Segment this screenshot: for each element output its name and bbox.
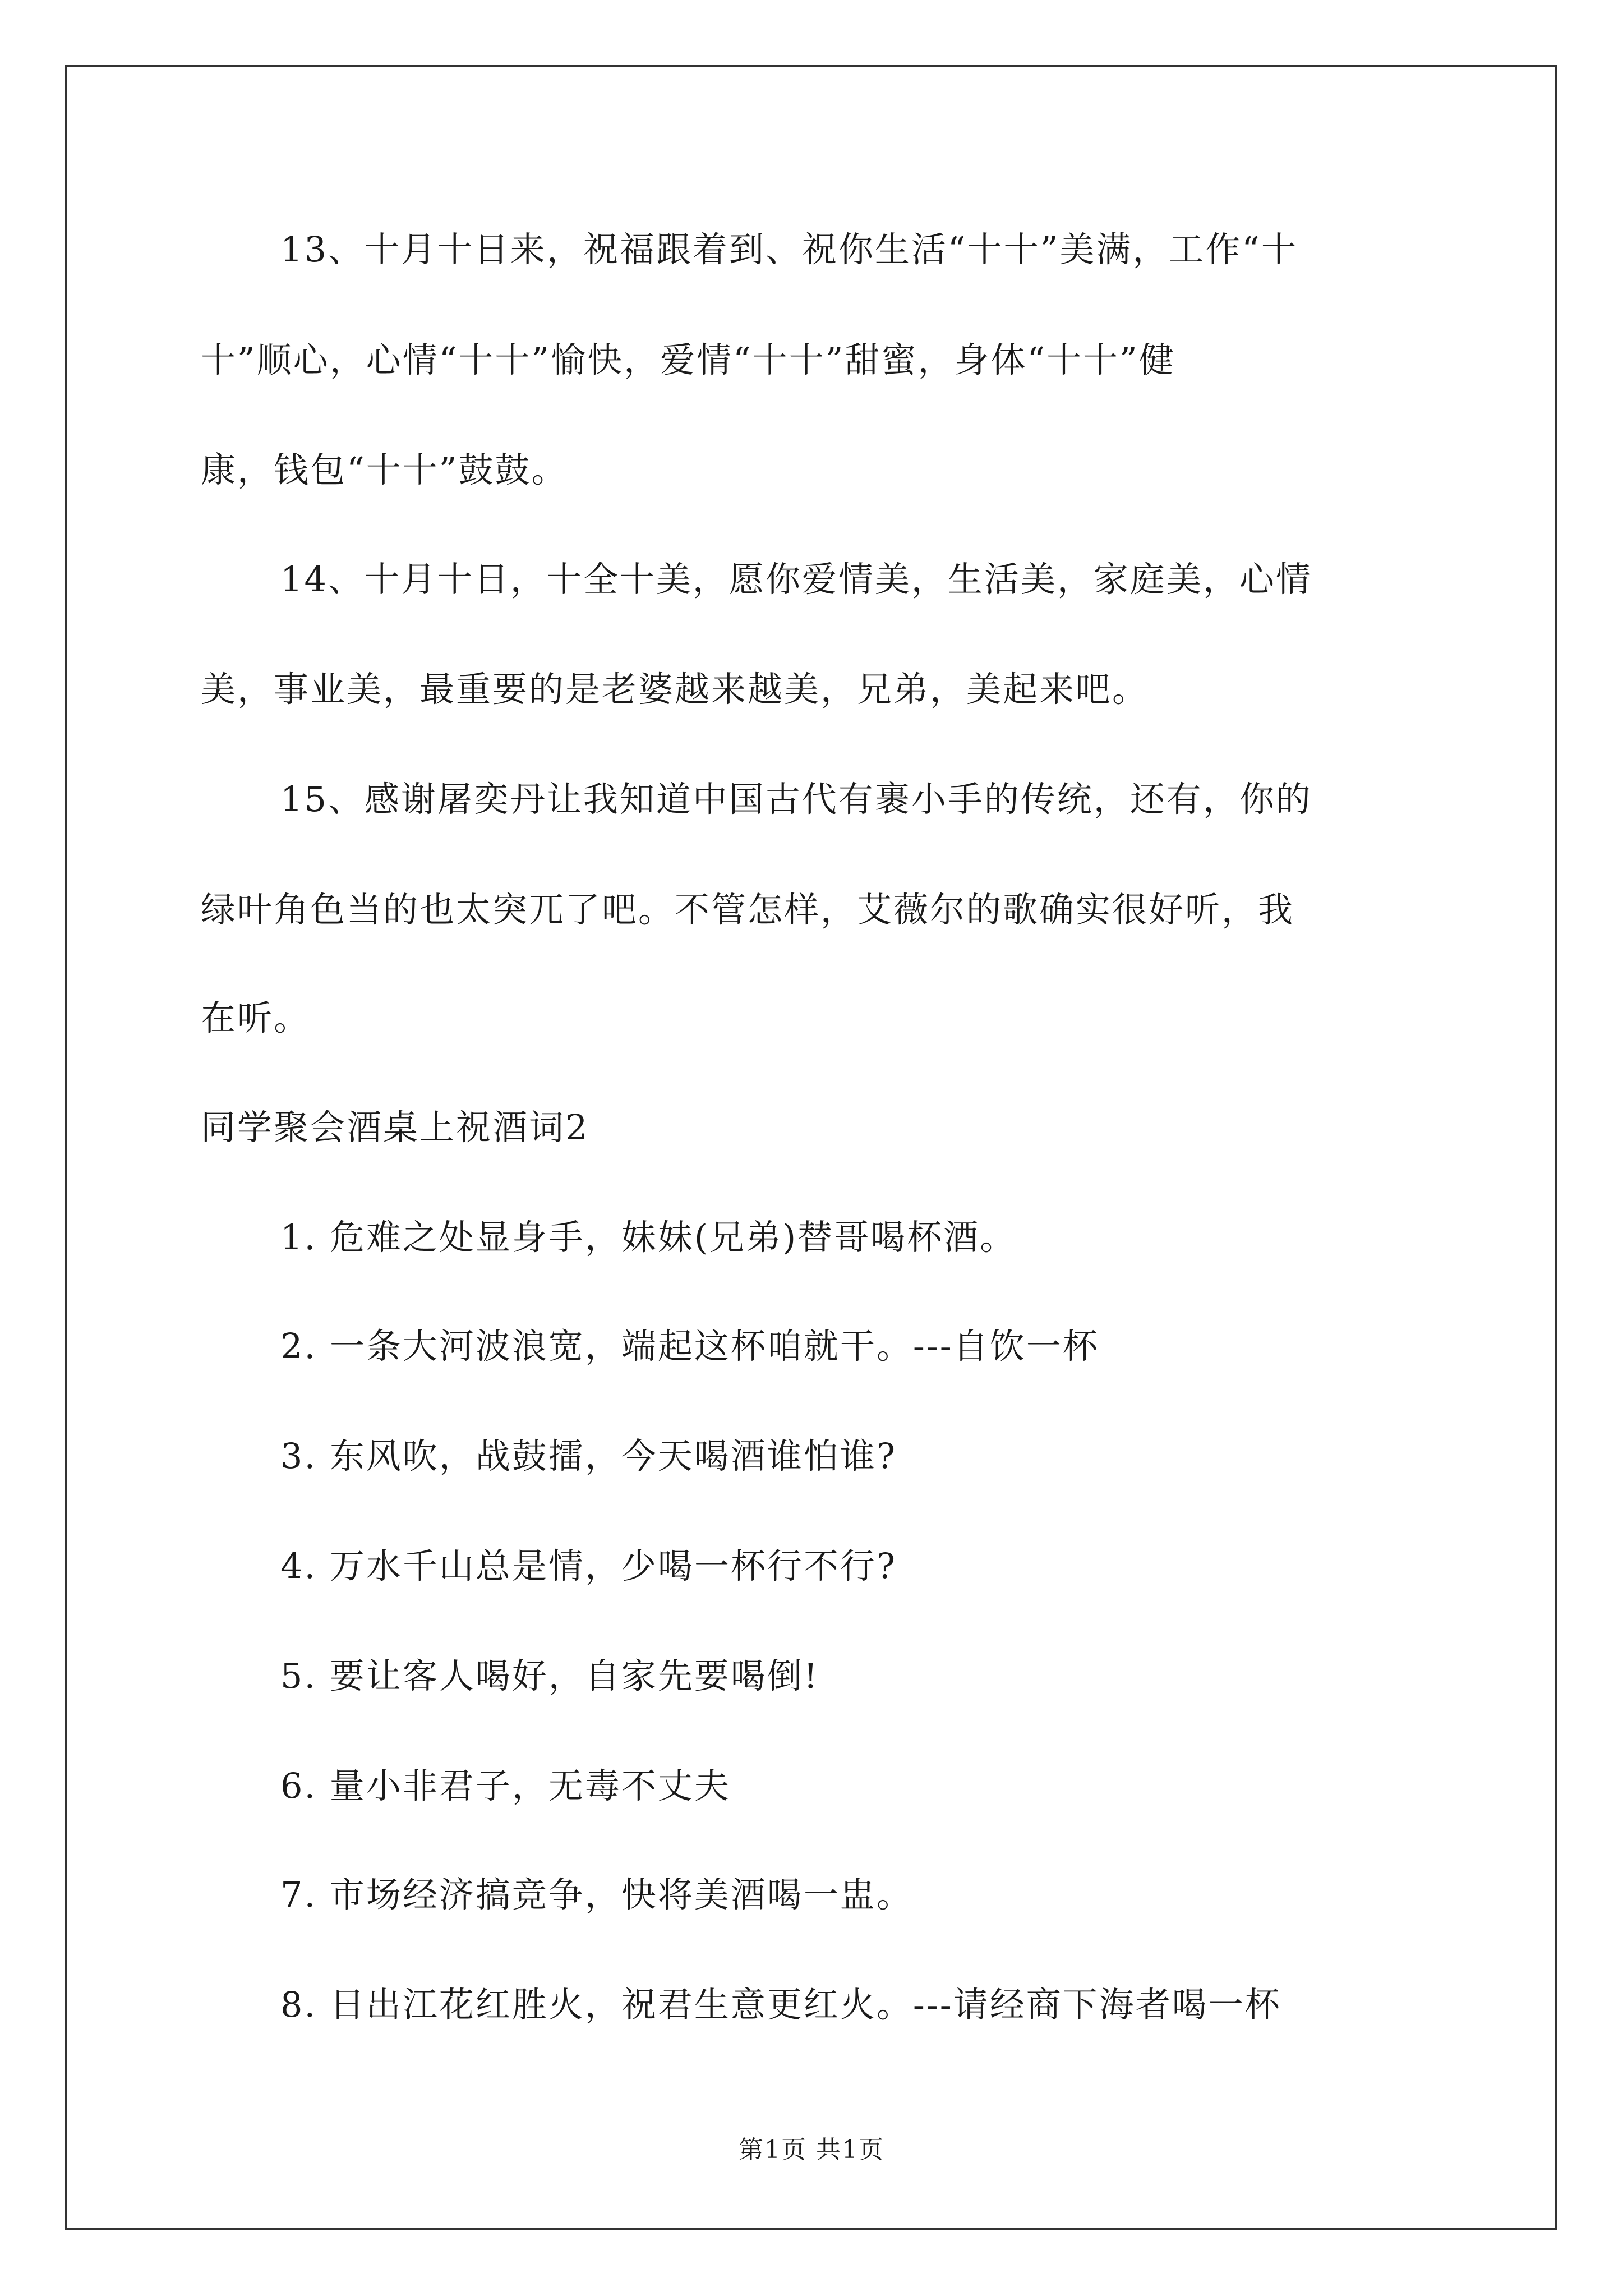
page-footer: 第1页 共1页 xyxy=(739,2136,884,2164)
toast-item-5: 5. 要让客人喝好，自家先要喝倒! xyxy=(280,1655,819,1696)
toast-item-2: 2. 一条大河波浪宽，端起这杯咱就干。---自饮一杯 xyxy=(280,1326,1099,1366)
toast-item-7: 7. 市场经济搞竞争，快将美酒喝一盅。 xyxy=(280,1874,913,1915)
toast-item-6: 6. 量小非君子，无毒不丈夫 xyxy=(280,1765,731,1806)
paragraph-13-line-2: 十”顺心，心情“十十”愉快，爱情“十十”甜蜜，身体“十十”健 xyxy=(201,339,1175,380)
paragraph-13-line-1: 13、十月十日来，祝福跟着到、祝你生活“十十”美满，工作“十 xyxy=(280,229,1298,270)
toast-item-3: 3. 东风吹，战鼓擂，今天喝酒谁怕谁? xyxy=(280,1435,897,1476)
paragraph-14-line-1: 14、十月十日，十全十美，愿你爱情美，生活美，家庭美，心情 xyxy=(280,559,1312,600)
paragraph-14-line-2: 美，事业美，最重要的是老婆越来越美，兄弟，美起来吧。 xyxy=(201,669,1149,710)
toast-item-1: 1. 危难之处显身手，妹妹(兄弟)替哥喝杯酒。 xyxy=(280,1217,1017,1258)
paragraph-13-line-3: 康，钱包“十十”鼓鼓。 xyxy=(201,449,568,490)
paragraph-15-line-2: 绿叶角色当的也太突兀了吧。不管怎样，艾薇尔的歌确实很好听，我 xyxy=(201,889,1295,930)
paragraph-15-line-3: 在听。 xyxy=(201,997,311,1038)
paragraph-15-line-1: 15、感谢屠奕丹让我知道中国古代有裹小手的传统，还有，你的 xyxy=(280,779,1312,820)
section-heading: 同学聚会酒桌上祝酒词2 xyxy=(201,1107,589,1148)
toast-item-8: 8. 日出江花红胜火，祝君生意更红火。---请经商下海者喝一杯 xyxy=(280,1984,1281,2025)
toast-item-4: 4. 万水千山总是情，少喝一杯行不行? xyxy=(280,1545,897,1586)
